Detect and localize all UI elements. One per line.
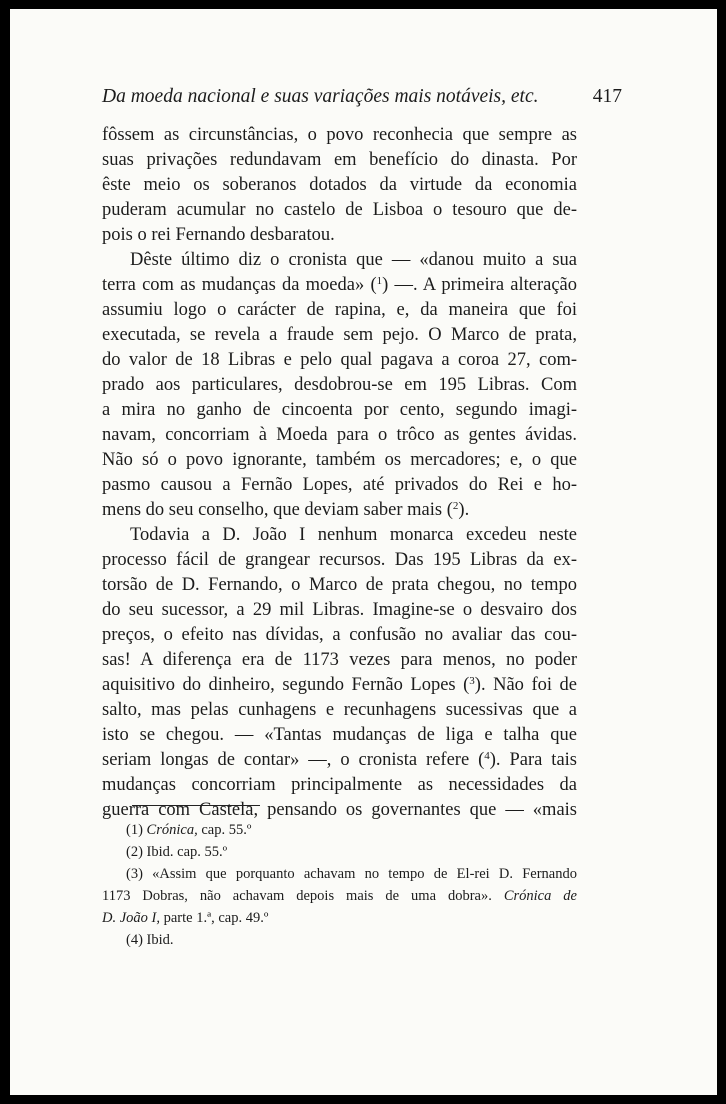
text-fragment: ).	[458, 500, 470, 520]
text-line: suas privações redundavam em benefício do dinasta. Por	[102, 150, 577, 170]
text-fragment: ). Não foi de	[474, 675, 577, 695]
footnote-text: cap. 55.º	[197, 822, 252, 838]
text-line: isto se chegou. — «Tantas mudanças de liga e talha que	[102, 725, 577, 745]
text-fragment: mens do seu conselho, que deviam saber mais (	[102, 500, 453, 520]
text-line: navam, concorriam à Moeda para o trôco as gentes ávidas.	[102, 425, 577, 445]
text-line	[102, 673, 577, 698]
text-line	[102, 748, 577, 773]
text-fragment: aquisitivo do dinheiro, segundo Fernão Lopes (	[102, 675, 470, 695]
footnote-ref: 3	[469, 675, 475, 687]
footnote-3-line-3	[102, 907, 577, 929]
footnote-number: (2)	[126, 844, 143, 860]
text-line: Todavia a D. João I nenhum monarca excedeu neste	[130, 525, 577, 545]
text-line: sas! A diferença era de 1173 vezes para menos, no poder	[102, 650, 577, 670]
text-line: mudanças concorriam principalmente as necessidades da	[102, 775, 577, 795]
footnote-2	[102, 841, 577, 863]
running-head-title: Da moeda nacional e suas variações mais notáveis, etc.	[102, 86, 539, 107]
page-number: 417	[592, 86, 622, 107]
book-page	[10, 9, 717, 1095]
text-fragment: terra com as mudanças da moeda» (	[102, 275, 377, 295]
footnote-text: parte 1.ª, cap. 49.º	[160, 910, 269, 926]
text-line: fôssem as circunstâncias, o povo reconhecia que sempre as	[102, 125, 577, 145]
footnote-text: 1173 Dobras, não achavam depois mais de uma dobra».	[102, 888, 504, 904]
running-head	[102, 81, 622, 113]
text-line: salto, mas pelas cunhagens e recunhagens sucessivas que a	[102, 700, 577, 720]
footnote-number: (4)	[126, 932, 143, 948]
text-line: preços, o efeito nas dívidas, a confusão no avaliar das cou-	[102, 625, 577, 645]
text-line: puderam acumular no castelo de Lisboa o tesouro que de-	[102, 200, 577, 220]
footnote-title: D. João I,	[102, 910, 160, 926]
text-line: assumiu logo o carácter de rapina, e, da maneira que foi	[102, 300, 577, 320]
footnote-text: «Assim que porquanto achavam no tempo de El-rei D. Fernando	[142, 866, 577, 882]
text-fragment: ). Para tais	[489, 750, 577, 770]
text-line	[102, 498, 577, 523]
footnote-ref: 1	[376, 275, 383, 287]
text-line: prado aos particulares, desdobrou-se em 195 Libras. Com	[102, 375, 577, 395]
footnote-title: Crónica,	[146, 822, 198, 838]
footnote-number: (1)	[126, 822, 143, 838]
footnote-number: (3)	[126, 866, 143, 882]
text-fragment: seriam longas de contar» —, o cronista refere (	[102, 750, 485, 770]
text-line: Não só o povo ignorante, também os mercadores; e, o que	[102, 450, 577, 470]
text-line: do seu sucessor, a 29 mil Libras. Imagine-se o desvairo dos	[102, 600, 577, 620]
text-line: êste meio os soberanos dotados da virtude da economia	[102, 175, 577, 195]
footnote-rule	[132, 805, 260, 806]
footnote-ref: 2	[452, 500, 459, 512]
text-line: torsão de D. Fernando, o Marco de prata chegou, no tempo	[102, 575, 577, 595]
text-line: guerra com Castela, pensando os governantes que — «mais	[102, 800, 577, 820]
footnote-title: Crónica de	[503, 888, 577, 904]
footnote-text: Ibid. cap. 55.º	[142, 844, 228, 860]
text-line: a mira no ganho de cincoenta por cento, segundo imagi-	[102, 400, 577, 420]
footnote-3	[102, 863, 577, 885]
text-line: Dêste último diz o cronista que — «danou muito a sua	[130, 250, 577, 270]
text-line: executada, se revela a fraude sem pejo. O Marco de prata,	[102, 325, 577, 345]
body-text	[102, 123, 577, 823]
text-line	[102, 273, 577, 298]
text-line: do valor de 18 Libras e pelo qual pagava a coroa 27, com-	[102, 350, 577, 370]
footnote-ref: 4	[484, 750, 490, 762]
text-line: pois o rei Fernando desbaratou.	[102, 225, 335, 245]
text-line: processo fácil de grangear recursos. Das 195 Libras da ex-	[102, 550, 577, 570]
footnote-3-line-2	[102, 885, 577, 907]
footnote-text: Ibid.	[142, 932, 174, 948]
footnote-1	[102, 819, 577, 841]
footnote-4	[102, 929, 577, 951]
text-line: pasmo causou a Fernão Lopes, até privados do Rei e ho-	[102, 475, 577, 495]
text-fragment: ) —. A primeira alteração	[382, 275, 577, 295]
footnotes	[102, 819, 577, 951]
